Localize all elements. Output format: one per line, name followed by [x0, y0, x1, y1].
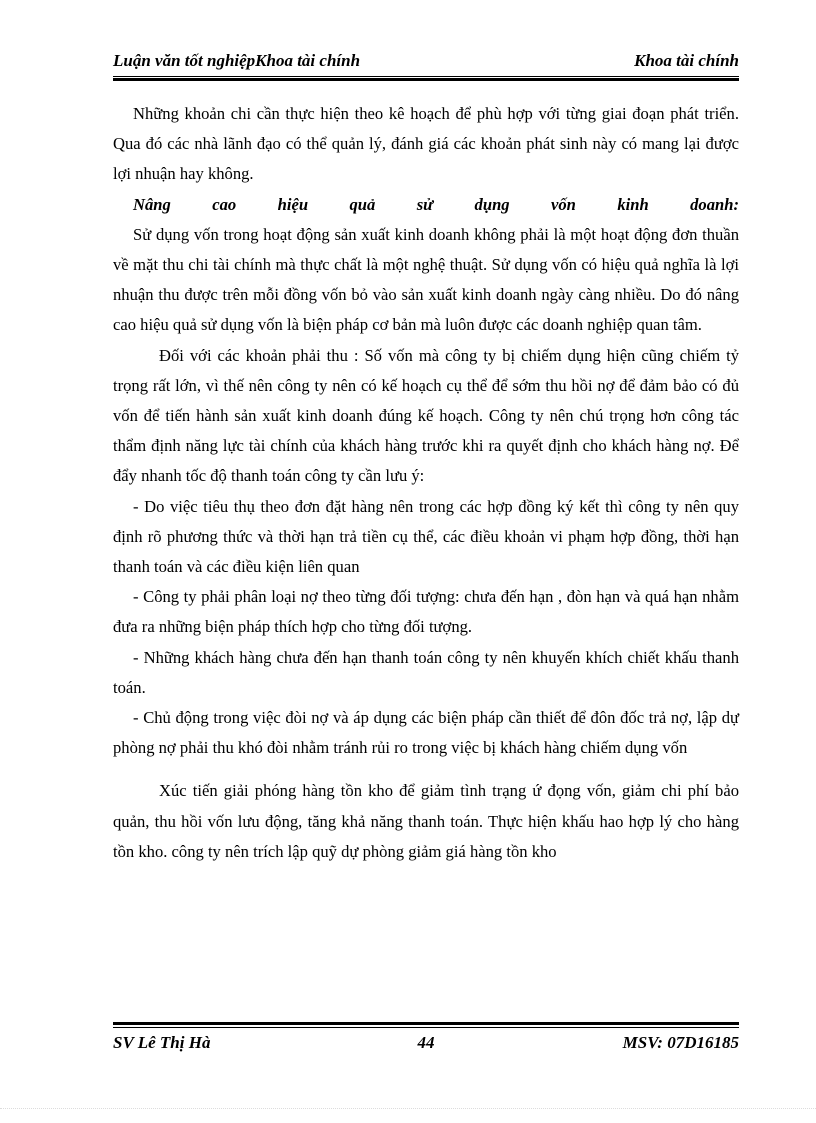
list-item: - Chủ động trong việc đòi nợ và áp dụng các biện pháp cần thiết để đôn đốc trả nợ, lập dự phòng nợ phải thu khó đòi nhằm tránh rủi ro trong việc bị khách hàng chiếm dụng vốn — [113, 708, 739, 758]
footer-student-id: MSV: 07D16185 — [622, 1033, 739, 1052]
header-faculty: Khoa tài chính — [634, 51, 739, 70]
page-number: 44 — [417, 1033, 435, 1052]
list-item: - Công ty phải phân loại nợ theo từng đối tượng: chưa đến hạn , đòn hạn và quá hạn nhằm đưa ra những biện pháp thích hợp cho từng đối tượng. — [113, 587, 739, 637]
paragraph-capital-use: Sử dụng vốn trong hoạt động sản xuất kinh doanh không phải là một hoạt động đơn thuần về mặt thu chi tài chính mà thực chất là một nghệ thuật. Sử dụng vốn có hiệu quả nghĩa là lợi nhuận thu được trên mỗi đồng vốn bỏ vào sản xuất kinh doanh ngày càng nhiều. Do đó nâng cao hiệu quả sử dụng vốn là biện pháp cơ bản mà luôn được các doanh nghiệp quan tâm. — [113, 224, 739, 335]
list-item: - Do việc tiêu thụ theo đơn đặt hàng nên trong các hợp đồng ký kết thì công ty nên quy định rõ phương thức và thời hạn trả tiền cụ thể, các điều khoản vi phạm hợp đồng, thời hạn thanh toán và các điều kiện liên quan — [113, 496, 739, 577]
paragraph-receivables: Đối với các khoản phải thu : Số vốn mà công ty bị chiếm dụng hiện cũng chiếm tỷ trọng rất lớn, vì thế nên công ty nên có kế hoạch cụ thể để sớm thu hồi nợ để đảm bảo có đủ vốn để tiến hành sản xuất kinh doanh đúng kế hoạch. Công ty nên chú trọng hơn công tác thẩm định năng lực tài chính của khách hàng trước khi ra quyết định cho khách hàng nợ. Để đẩy nhanh tốc độ thanh toán công ty cần lưu ý: — [113, 345, 739, 486]
document-body — [113, 99, 739, 867]
header-thesis-title: Luận văn tốt nghiệpKhoa tài chính — [113, 51, 361, 70]
footer-student-name: SV Lê Thị Hà — [113, 1033, 211, 1052]
paragraph-inventory: Xúc tiến giải phóng hàng tồn kho để giảm tình trạng ứ đọng vốn, giảm chi phí bảo quản, thu hồi vốn lưu động, tăng khả năng thanh toán. Thực hiện khấu hao hợp lý cho hàng tồn kho. công ty nên trích lập quỹ dự phòng giảm giá hàng tồn kho — [113, 781, 739, 861]
paragraph-expenses: Những khoản chi cần thực hiện theo kê hoạch để phù hợp với từng giai đoạn phát triển. Qua đó các nhà lãnh đạo có thể quản lý, đánh giá các khoản phát sinh này có mang lại được lợi nhuận hay không. — [113, 104, 739, 184]
page-divider — [0, 1108, 816, 1109]
list-item: - Những khách hàng chưa đến hạn thanh toán công ty nên khuyến khích chiết khấu thanh toán. — [113, 647, 739, 697]
page-footer — [113, 1022, 739, 1055]
page-header — [113, 48, 739, 77]
section-heading: Nâng cao hiệu quả sử dụng vốn kinh doanh: — [133, 194, 739, 214]
